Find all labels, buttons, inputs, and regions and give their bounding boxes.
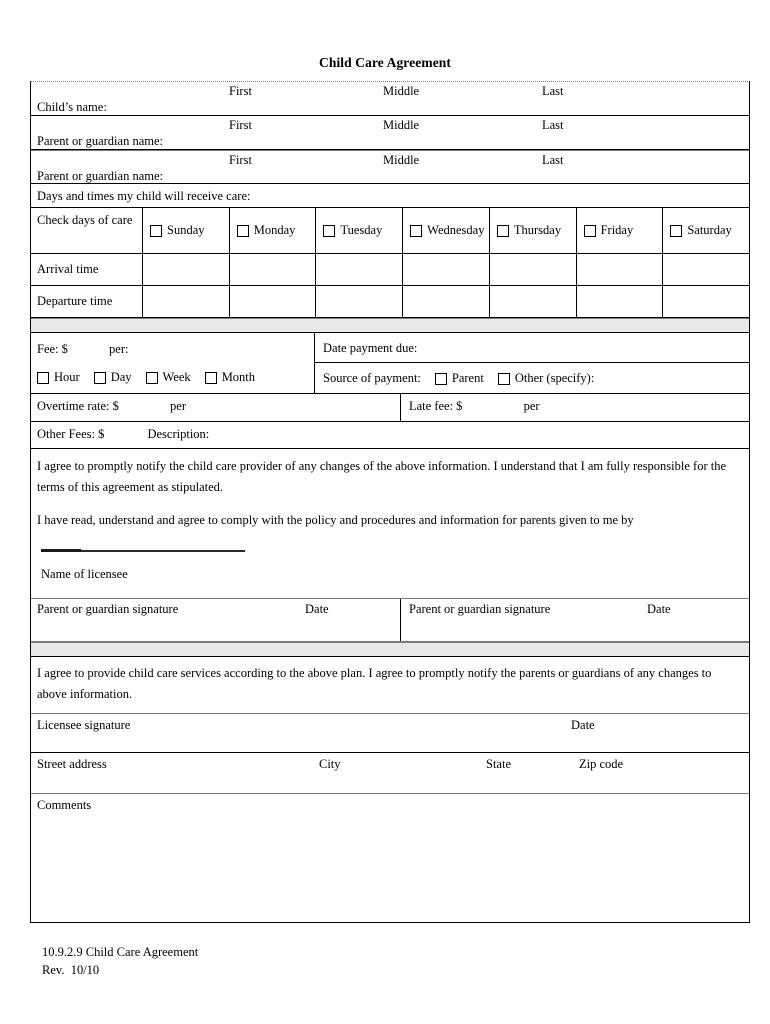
- parent-signature-date-label: Date: [305, 602, 329, 616]
- day-label: Sunday: [167, 223, 205, 237]
- comments-field[interactable]: [31, 794, 749, 922]
- parent-agreement-paragraph-2: I have read, understand and agree to comply with the policy and procedures and information for parents given to me by: [37, 513, 634, 527]
- departure-time-input-thursday[interactable]: [490, 286, 577, 317]
- departure-time-input-monday[interactable]: [230, 286, 317, 317]
- departure-time-input-saturday[interactable]: [663, 286, 749, 317]
- page-title: Child Care Agreement: [319, 55, 451, 70]
- middle-name-header: Middle: [383, 118, 420, 132]
- day-checkbox-wednesday[interactable]: [403, 208, 490, 253]
- last-name-header: Last: [542, 84, 564, 98]
- checkbox-icon[interactable]: [146, 372, 158, 384]
- middle-name-header: Middle: [383, 84, 420, 98]
- arrival-time-input-thursday[interactable]: [490, 254, 577, 285]
- provider-agreement-block: [31, 657, 749, 714]
- zip-code-label: Zip code: [579, 757, 624, 771]
- street-address-label: Street address: [37, 757, 107, 771]
- parent-signature-label: Parent or guardian signature: [409, 602, 551, 616]
- checkbox-icon[interactable]: [435, 373, 447, 385]
- date-payment-due-field[interactable]: [315, 333, 749, 363]
- checkbox-icon[interactable]: [323, 225, 335, 237]
- fee-unit-options: [37, 370, 255, 385]
- first-name-header: First: [229, 84, 252, 98]
- departure-time-label: Departure time: [31, 286, 143, 317]
- departure-time-input-friday[interactable]: [577, 286, 664, 317]
- child-name-row: [31, 82, 749, 116]
- other-fees-label: Other Fees: $: [37, 427, 105, 441]
- departure-time-row: [31, 286, 749, 318]
- source-option-label: Other (specify):: [514, 371, 595, 385]
- first-name-header: First: [229, 153, 252, 167]
- arrival-time-input-saturday[interactable]: [663, 254, 749, 285]
- day-label: Tuesday: [340, 223, 383, 237]
- fee-unit-label: Week: [162, 370, 191, 384]
- fee-unit-month[interactable]: [205, 370, 255, 385]
- late-fee-per-label: per: [523, 399, 540, 413]
- fee-unit-day[interactable]: [94, 370, 132, 385]
- last-name-header: Last: [542, 153, 564, 167]
- day-checkbox-sunday[interactable]: [143, 208, 230, 253]
- arrival-time-input-monday[interactable]: [230, 254, 317, 285]
- parent-guardian-2-label: Parent or guardian name:: [37, 169, 163, 183]
- city-label: City: [319, 757, 341, 771]
- day-label: Wednesday: [427, 223, 485, 237]
- late-fee-field[interactable]: [401, 394, 749, 422]
- check-days-label: Check days of care: [31, 208, 143, 253]
- fee-payment-section: [31, 333, 749, 394]
- licensee-name-blank[interactable]: [37, 537, 735, 567]
- parent-signature-date-label: Date: [647, 602, 671, 616]
- date-payment-due-label: Date payment due:: [323, 341, 418, 355]
- parent-guardian-2-row: [31, 150, 749, 184]
- late-fee-label: Late fee: $: [409, 399, 463, 413]
- middle-name-header: Middle: [383, 153, 420, 167]
- day-label: Thursday: [513, 223, 562, 237]
- fee-amount-field[interactable]: [37, 342, 128, 357]
- footer-form-id: 10.9.2.9 Child Care Agreement: [42, 945, 199, 959]
- check-days-row: [31, 208, 749, 254]
- source-option-other[interactable]: [498, 371, 594, 386]
- fee-cell: [31, 333, 315, 394]
- checkbox-icon[interactable]: [237, 225, 249, 237]
- checkbox-icon[interactable]: [37, 372, 49, 384]
- overtime-rate-field[interactable]: [31, 394, 401, 422]
- child-care-agreement-form: [30, 81, 750, 923]
- checkbox-icon[interactable]: [94, 372, 106, 384]
- source-option-parent[interactable]: [435, 371, 484, 386]
- departure-time-input-wednesday[interactable]: [403, 286, 490, 317]
- arrival-time-input-wednesday[interactable]: [403, 254, 490, 285]
- licensee-signature-row[interactable]: [31, 714, 749, 753]
- arrival-time-row: [31, 254, 749, 286]
- name-of-licensee-label: Name of licensee: [41, 567, 128, 581]
- parent-signature-2-cell[interactable]: [401, 599, 749, 641]
- source-of-payment-label: Source of payment:: [323, 371, 421, 385]
- other-fees-field[interactable]: [31, 422, 749, 449]
- checkbox-icon[interactable]: [205, 372, 217, 384]
- parent-agreement-paragraph-1: I agree to promptly notify the child care provider of any changes of the above information. I understand that I am fully responsible for the terms of this agreement as stipulated.: [37, 459, 727, 494]
- fee-unit-hour[interactable]: [37, 370, 80, 385]
- comments-label: Comments: [37, 798, 92, 812]
- parent-agreement-block: [31, 449, 749, 599]
- fee-unit-label: Hour: [54, 370, 80, 384]
- source-option-label: Parent: [451, 371, 484, 385]
- checkbox-icon[interactable]: [670, 225, 682, 237]
- day-checkbox-tuesday[interactable]: [316, 208, 403, 253]
- overtime-per-label: per: [170, 399, 187, 413]
- departure-time-input-sunday[interactable]: [143, 286, 230, 317]
- overtime-late-fee-row: [31, 394, 749, 422]
- checkbox-icon[interactable]: [498, 373, 510, 385]
- day-checkbox-friday[interactable]: [577, 208, 664, 253]
- section-spacer: [31, 318, 749, 333]
- footer-revision: Rev. 10/10: [42, 963, 100, 977]
- first-name-header: First: [229, 118, 252, 132]
- day-checkbox-thursday[interactable]: [490, 208, 577, 253]
- last-name-header: Last: [542, 118, 564, 132]
- payment-cell: [315, 333, 749, 394]
- rule-segment-thin: [81, 550, 245, 552]
- day-label: Friday: [600, 223, 634, 237]
- fee-label: Fee: $: [37, 342, 68, 356]
- checkbox-icon[interactable]: [410, 225, 422, 237]
- day-label: Saturday: [687, 223, 732, 237]
- rule-segment-thick: [41, 549, 81, 552]
- checkbox-icon[interactable]: [497, 225, 509, 237]
- source-of-payment-field: [315, 363, 749, 394]
- fee-unit-label: Month: [221, 370, 256, 384]
- licensee-signature-date-label: Date: [571, 718, 595, 732]
- day-checkbox-saturday[interactable]: [663, 208, 749, 253]
- fee-unit-label: Day: [110, 370, 132, 384]
- state-label: State: [486, 757, 511, 771]
- departure-time-input-tuesday[interactable]: [316, 286, 403, 317]
- footer: [42, 943, 198, 979]
- other-fees-description-label: Description:: [147, 427, 210, 441]
- arrival-time-label: Arrival time: [31, 254, 143, 285]
- parent-signature-1-cell[interactable]: [31, 599, 401, 641]
- day-label: Monday: [253, 223, 296, 237]
- parent-guardian-1-row: [31, 116, 749, 150]
- licensee-address-row[interactable]: [31, 753, 749, 794]
- arrival-time-input-tuesday[interactable]: [316, 254, 403, 285]
- arrival-time-input-friday[interactable]: [577, 254, 664, 285]
- checkbox-icon[interactable]: [584, 225, 596, 237]
- licensee-signature-label: Licensee signature: [37, 718, 131, 732]
- parent-guardian-1-label: Parent or guardian name:: [37, 134, 163, 148]
- day-checkbox-monday[interactable]: [230, 208, 317, 253]
- fee-per-label: per:: [109, 342, 129, 356]
- checkbox-icon[interactable]: [150, 225, 162, 237]
- parent-signature-label: Parent or guardian signature: [37, 602, 179, 616]
- arrival-time-input-sunday[interactable]: [143, 254, 230, 285]
- schedule-section-label: Days and times my child will receive care:: [31, 184, 749, 208]
- child-name-label: Child’s name:: [37, 100, 107, 114]
- fee-unit-week[interactable]: [146, 370, 191, 385]
- section-spacer: [31, 642, 749, 657]
- parent-signature-row: [31, 599, 749, 642]
- overtime-rate-label: Overtime rate: $: [37, 399, 119, 413]
- provider-agreement-paragraph: I agree to provide child care services according to the above plan. I agree to promptly notify the parents or guardians of any changes to above information.: [37, 666, 712, 701]
